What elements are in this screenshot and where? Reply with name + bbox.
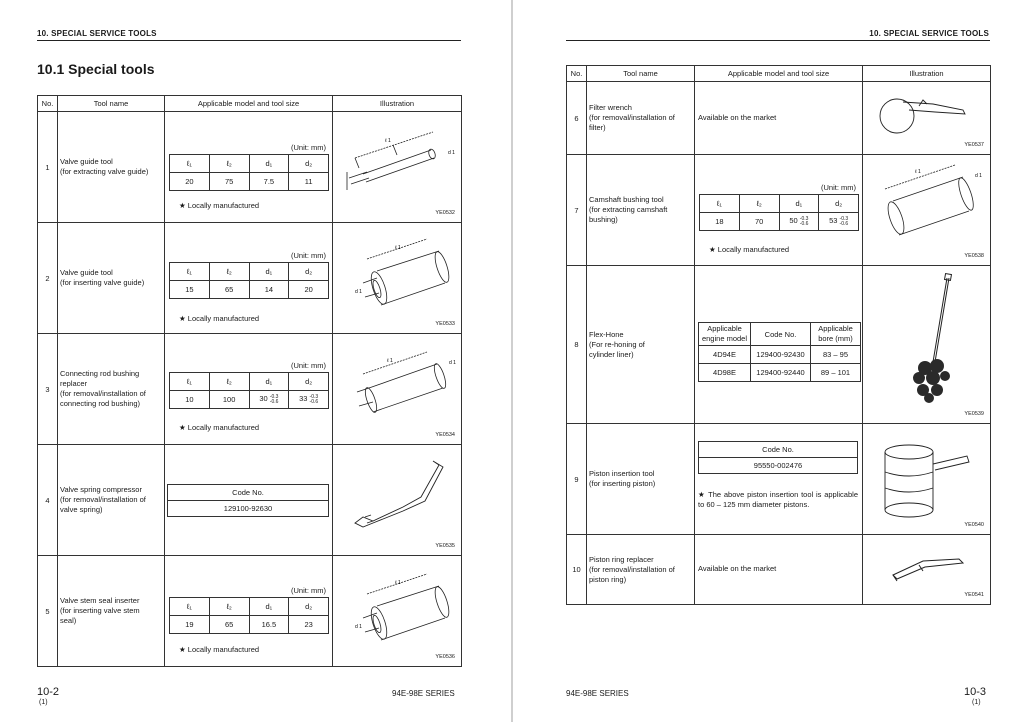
dim-h-d2: d₂ [289, 373, 329, 391]
page-revision-right: (1) [972, 699, 981, 706]
section-header: 10. SPECIAL SERVICE TOOLS [37, 29, 157, 38]
hone-h-bore: Applicable bore (mm) [811, 323, 861, 346]
dim-h-d2: d₂ [289, 598, 329, 616]
illustration-cell [333, 112, 462, 223]
flex-hone-table [698, 322, 861, 382]
dim-h-d2: d₂ [289, 263, 329, 281]
page-revision-left: (1) [39, 699, 48, 706]
col-spec: Applicable model and tool size [165, 96, 333, 112]
dim-d1: 16.5 [249, 616, 289, 634]
dim-h-l2: ℓ₂ [209, 155, 249, 173]
dim-h-l2: ℓ₂ [739, 195, 779, 213]
dim-d1: 7.5 [249, 173, 289, 191]
tol-upper: -0.3 [269, 393, 279, 400]
code-header: Code No. [168, 485, 329, 501]
d1-label: d 1 [448, 150, 455, 156]
figure-code: YE0540 [964, 522, 984, 528]
dim-l2: 100 [209, 391, 249, 409]
hone-model: 4D98E [699, 364, 751, 382]
hone-code: 129400-92430 [751, 346, 811, 364]
available-on-market: Available on the market [698, 113, 777, 122]
tol-lower: -0.6 [799, 220, 809, 227]
figure-code: YE0537 [964, 142, 984, 148]
figure-code: YE0532 [435, 210, 455, 216]
tol-upper: -0.3 [839, 215, 849, 222]
tool-row [38, 556, 462, 667]
hone-code: 129400-92440 [751, 364, 811, 382]
figure-code: YE0534 [435, 432, 455, 438]
code-value: 129100-92630 [168, 501, 329, 517]
dim-h-d1: d₁ [249, 373, 289, 391]
tool-name-text: Valve guide tool (for extracting valve guide) [60, 157, 149, 176]
tool-name [58, 223, 165, 334]
dim-h-l2: ℓ₂ [209, 373, 249, 391]
code-header: Code No. [699, 442, 858, 458]
available-on-market: Available on the market [698, 564, 777, 573]
tolerance [310, 395, 319, 405]
tool-name-text: Valve stem seal inserter (for inserting valve stem seal) [60, 596, 140, 625]
dim-h-l1: ℓ₁ [170, 598, 210, 616]
tol-lower: -0.6 [309, 398, 319, 405]
dims-table [169, 262, 329, 299]
dim-h-d2: d₂ [819, 195, 859, 213]
illustration-cell [863, 82, 991, 155]
l1-label: ℓ 1 [395, 580, 401, 586]
tool-no: 5 [38, 556, 58, 667]
dim-d1 [779, 213, 819, 231]
tool-spec [695, 535, 863, 605]
tool-spec [165, 112, 333, 223]
tool-row [38, 445, 462, 556]
dim-l1: 10 [170, 391, 210, 409]
dim-h-l1: ℓ₁ [170, 155, 210, 173]
tolerance [840, 217, 849, 227]
dim-l1: 15 [170, 281, 210, 299]
tol-upper: -0.3 [309, 393, 319, 400]
tool-name-text: Filter wrench (for removal/installation of filter) [589, 103, 675, 132]
tool-name [587, 424, 695, 535]
col-illustration: Illustration [333, 96, 462, 112]
tool-row [38, 223, 462, 334]
illustration-cell [333, 334, 462, 445]
tool-name-text: Valve guide tool (for inserting valve guide) [60, 268, 145, 287]
unit-label: (Unit: mm) [291, 251, 326, 260]
col-tool-name: Tool name [587, 66, 695, 82]
tol-upper: -0.3 [799, 215, 809, 222]
dim-l2: 65 [209, 281, 249, 299]
figure-code: YE0535 [435, 543, 455, 549]
flex-hone-illustration [863, 266, 991, 424]
page-number-right: 10-3 [964, 686, 987, 698]
tool-spec [165, 223, 333, 334]
figure-code: YE0539 [964, 411, 984, 417]
tol-lower: -0.6 [269, 398, 279, 405]
tool-spec [695, 424, 863, 535]
locally-manufactured: ★ Locally manufactured [179, 645, 260, 654]
dim-l2: 75 [209, 173, 249, 191]
dim-h-d1: d₁ [249, 263, 289, 281]
illustration-cell [863, 155, 991, 266]
hone-h-model: Applicable engine model [699, 323, 751, 346]
tool-row [38, 334, 462, 445]
tool-name [587, 155, 695, 266]
dim-h-d1: d₁ [779, 195, 819, 213]
illustration-cell [333, 223, 462, 334]
tool-row [567, 266, 991, 424]
code-value: 95550-002476 [699, 458, 858, 474]
locally-manufactured: ★ Locally manufactured [709, 245, 790, 254]
tool-no: 9 [567, 424, 587, 535]
tool-no: 7 [567, 155, 587, 266]
tool-no: 8 [567, 266, 587, 424]
locally-manufactured: ★ Locally manufactured [179, 201, 260, 210]
illustration-cell [333, 556, 462, 667]
header-rule [37, 40, 461, 41]
tool-name-text: Connecting rod bushing replacer (for removal/installation of connecting rod bushing) [60, 369, 146, 408]
col-no: No. [567, 66, 587, 82]
unit-label: (Unit: mm) [821, 183, 856, 192]
col-tool-name: Tool name [58, 96, 165, 112]
dims-table [169, 597, 329, 634]
illustration-cell [863, 424, 991, 535]
tool-no: 4 [38, 445, 58, 556]
camshaft-bushing-tool-illustration [863, 155, 991, 266]
dim-l1: 19 [170, 616, 210, 634]
d1-label: d 1 [449, 360, 456, 366]
series-label-right: 94E-98E SERIES [566, 689, 629, 698]
tool-name [58, 445, 165, 556]
figure-code: YE0536 [435, 654, 455, 660]
tool-no: 2 [38, 223, 58, 334]
dim-d2 [819, 213, 859, 231]
dims-table [699, 194, 859, 231]
l1-label: ℓ 1 [395, 245, 401, 251]
page-title: 10.1 Special tools [37, 61, 155, 77]
tool-name [58, 556, 165, 667]
tool-no: 10 [567, 535, 587, 605]
tool-name [58, 334, 165, 445]
series-label-left: 94E-98E SERIES [392, 689, 455, 698]
dim-d1 [249, 391, 289, 409]
tool-name-text: Valve spring compressor (for removal/installation of valve spring) [60, 485, 146, 514]
tool-name-text: Flex-Hone (For re-honing of cylinder liner) [589, 329, 645, 359]
dims-table [169, 372, 329, 409]
dim-l1: 20 [170, 173, 210, 191]
d1-label: d 1 [355, 289, 362, 295]
tool-spec [165, 334, 333, 445]
dim-h-l1: ℓ₁ [170, 263, 210, 281]
illustration-cell [333, 445, 462, 556]
dim-d2: 11 [289, 173, 329, 191]
valve-spring-compressor-illustration [333, 445, 462, 556]
tool-spec [695, 82, 863, 155]
tol-lower: -0.6 [839, 220, 849, 227]
tool-name [58, 112, 165, 223]
unit-label: (Unit: mm) [291, 586, 326, 595]
dim-h-d1: d₁ [249, 155, 289, 173]
d1-label: d 1 [975, 173, 982, 179]
tool-name-text: Piston insertion tool (for inserting piston) [589, 469, 656, 488]
tool-no: 1 [38, 112, 58, 223]
tool-spec [165, 445, 333, 556]
dim-l1: 18 [700, 213, 740, 231]
col-no: No. [38, 96, 58, 112]
dim-d1: 14 [249, 281, 289, 299]
tools-table-left [37, 95, 462, 667]
dim-h-d2: d₂ [289, 155, 329, 173]
tool-row [567, 155, 991, 266]
tools-table-right [566, 65, 991, 605]
dim-d2: 20 [289, 281, 329, 299]
l1-label: ℓ 1 [387, 358, 393, 364]
page-number-left: 10-2 [37, 686, 60, 698]
d1-label: d 1 [355, 624, 362, 630]
tool-name [587, 266, 695, 424]
tool-spec [695, 266, 863, 424]
dim-h-l1: ℓ₁ [170, 373, 210, 391]
tool-name [587, 535, 695, 605]
valve-guide-inserter-illustration [333, 223, 462, 334]
code-table [698, 441, 858, 474]
hone-model: 4D94E [699, 346, 751, 364]
dim-h-l2: ℓ₂ [209, 263, 249, 281]
header-rule [566, 40, 990, 41]
tool-spec [695, 155, 863, 266]
dim-d2-value: 33 [299, 394, 308, 404]
tool-no: 6 [567, 82, 587, 155]
code-table [167, 484, 329, 517]
tool-name [587, 82, 695, 155]
dim-d2: 23 [289, 616, 329, 634]
tool-row [567, 424, 991, 535]
locally-manufactured: ★ Locally manufactured [179, 314, 260, 323]
locally-manufactured: ★ Locally manufactured [179, 423, 260, 432]
col-spec: Applicable model and tool size [695, 66, 863, 82]
connecting-rod-bushing-replacer-illustration [333, 334, 462, 445]
figure-code: YE0533 [435, 321, 455, 327]
valve-guide-extractor-illustration [333, 112, 462, 223]
dim-d1-value: 30 [259, 394, 268, 404]
right-page [513, 0, 1024, 722]
tolerance [270, 395, 279, 405]
illustration-cell [863, 535, 991, 605]
piston-tool-note: ★ The above piston insertion tool is applicable to 60 – 125 mm diameter pistons. [698, 490, 858, 509]
illustration-cell [863, 266, 991, 424]
dim-l2: 70 [739, 213, 779, 231]
l1-label: ℓ 1 [915, 169, 921, 175]
figure-code: YE0538 [964, 253, 984, 259]
dims-table [169, 154, 329, 191]
l1-label: ℓ 1 [385, 138, 391, 144]
figure-code: YE0541 [964, 592, 984, 598]
tolerance [800, 217, 809, 227]
tool-no: 3 [38, 334, 58, 445]
hone-h-code: Code No. [751, 323, 811, 346]
dim-d2 [289, 391, 329, 409]
tool-spec [165, 556, 333, 667]
valve-stem-seal-inserter-illustration [333, 556, 462, 667]
hone-bore: 89 – 101 [811, 364, 861, 382]
dim-l2: 65 [209, 616, 249, 634]
dim-h-l1: ℓ₁ [700, 195, 740, 213]
dim-h-l2: ℓ₂ [209, 598, 249, 616]
dim-d1-value: 50 [789, 216, 798, 226]
tool-row [567, 535, 991, 605]
col-illustration: Illustration [863, 66, 991, 82]
tool-row [567, 82, 991, 155]
hone-bore: 83 – 95 [811, 346, 861, 364]
left-page [0, 0, 511, 722]
dim-h-d1: d₁ [249, 598, 289, 616]
piston-insertion-tool-illustration [863, 424, 991, 535]
dim-d2-value: 53 [829, 216, 838, 226]
tool-name-text: Piston ring replacer (for removal/installation of piston ring) [589, 554, 675, 584]
section-header: 10. SPECIAL SERVICE TOOLS [869, 29, 989, 38]
tool-name-text: Camshaft bushing tool (for extracting camshaft bushing) [589, 195, 668, 224]
tool-row [38, 112, 462, 223]
unit-label: (Unit: mm) [291, 143, 326, 152]
unit-label: (Unit: mm) [291, 361, 326, 370]
